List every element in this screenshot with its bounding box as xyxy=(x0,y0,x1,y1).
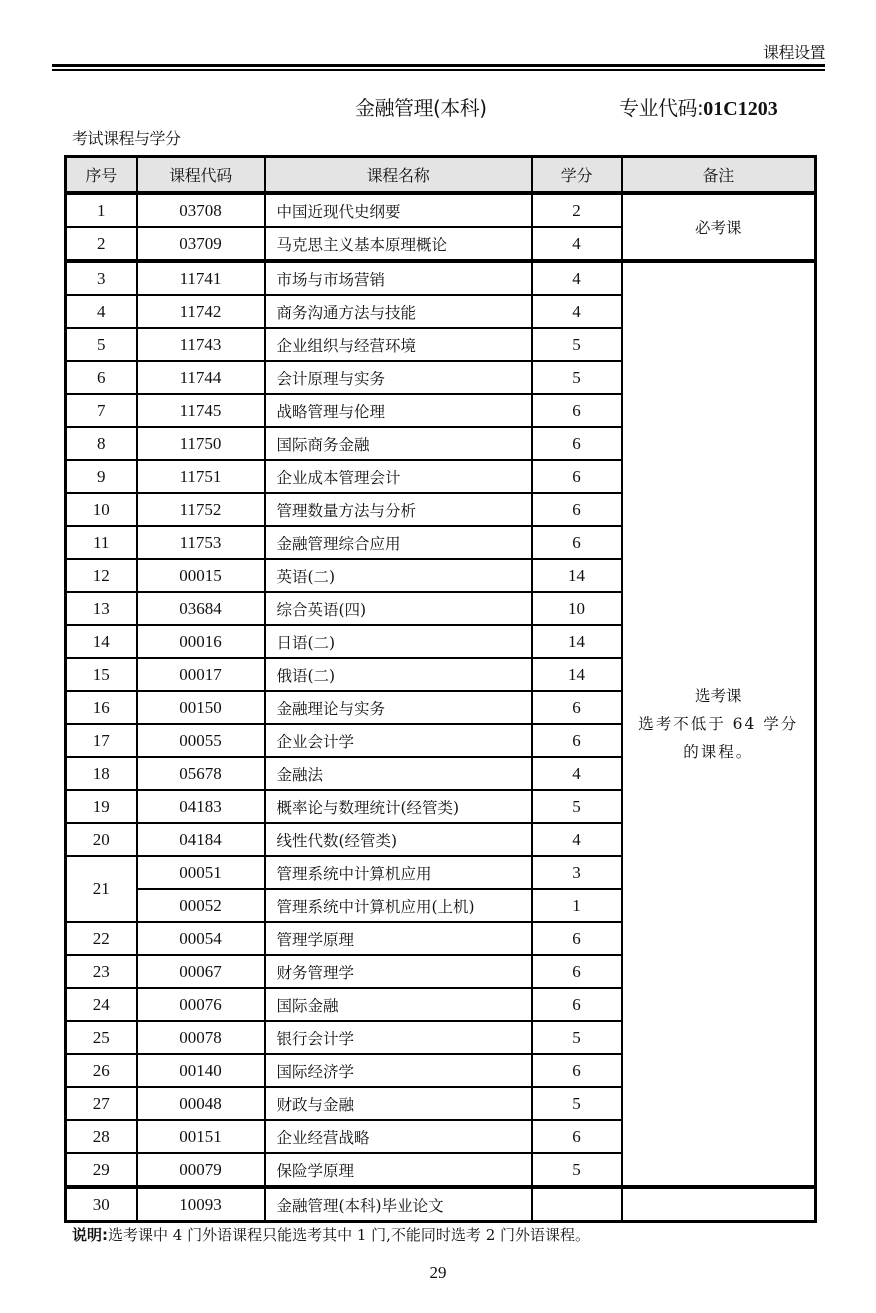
table-row xyxy=(66,261,816,295)
cell-credit xyxy=(532,1187,622,1222)
cell-credit: 14 xyxy=(532,559,622,592)
cell-no: 4 xyxy=(66,295,137,328)
cell-code: 10093 xyxy=(137,1187,265,1222)
header-note: 备注 xyxy=(622,157,816,194)
cell-no: 20 xyxy=(66,823,137,856)
cell-name: 金融管理(本科)毕业论文 xyxy=(265,1187,532,1222)
cell-code: 11742 xyxy=(137,295,265,328)
cell-credit: 6 xyxy=(532,526,622,559)
cell-no: 27 xyxy=(66,1087,137,1120)
header-code: 课程代码 xyxy=(137,157,265,194)
cell-code: 11751 xyxy=(137,460,265,493)
course-table xyxy=(64,155,817,1223)
header-rule-thin xyxy=(52,69,825,71)
cell-code: 00150 xyxy=(137,691,265,724)
cell-name: 管理数量方法与分析 xyxy=(265,493,532,526)
cell-no: 7 xyxy=(66,394,137,427)
cell-no: 30 xyxy=(66,1187,137,1222)
cell-no: 13 xyxy=(66,592,137,625)
cell-name: 战略管理与伦理 xyxy=(265,394,532,427)
cell-code: 11745 xyxy=(137,394,265,427)
cell-name: 企业成本管理会计 xyxy=(265,460,532,493)
cell-credit: 6 xyxy=(532,1120,622,1153)
cell-name: 管理学原理 xyxy=(265,922,532,955)
cell-name: 管理系统中计算机应用 xyxy=(265,856,532,889)
cell-no: 29 xyxy=(66,1153,137,1187)
cell-code: 11750 xyxy=(137,427,265,460)
cell-credit: 6 xyxy=(532,394,622,427)
cell-no: 22 xyxy=(66,922,137,955)
cell-credit: 4 xyxy=(532,757,622,790)
cell-code: 00016 xyxy=(137,625,265,658)
cell-no: 6 xyxy=(66,361,137,394)
cell-credit: 4 xyxy=(532,261,622,295)
cell-name: 综合英语(四) xyxy=(265,592,532,625)
cell-name: 中国近现代史纲要 xyxy=(265,193,532,227)
cell-name: 线性代数(经管类) xyxy=(265,823,532,856)
cell-code: 03708 xyxy=(137,193,265,227)
table-header-row xyxy=(66,157,816,194)
cell-credit: 6 xyxy=(532,460,622,493)
cell-code: 00067 xyxy=(137,955,265,988)
cell-code: 00048 xyxy=(137,1087,265,1120)
cell-credit: 6 xyxy=(532,1054,622,1087)
cell-code: 03709 xyxy=(137,227,265,261)
cell-name: 金融管理综合应用 xyxy=(265,526,532,559)
header-no: 序号 xyxy=(66,157,137,194)
cell-credit: 4 xyxy=(532,227,622,261)
cell-name: 金融法 xyxy=(265,757,532,790)
cell-credit: 5 xyxy=(532,361,622,394)
cell-credit: 6 xyxy=(532,988,622,1021)
cell-no: 24 xyxy=(66,988,137,1021)
cell-credit: 5 xyxy=(532,328,622,361)
cell-code: 04183 xyxy=(137,790,265,823)
cell-no: 2 xyxy=(66,227,137,261)
cell-name: 商务沟通方法与技能 xyxy=(265,295,532,328)
cell-credit: 6 xyxy=(532,493,622,526)
cell-credit: 2 xyxy=(532,193,622,227)
page-number: 29 xyxy=(429,1263,447,1282)
cell-no: 25 xyxy=(66,1021,137,1054)
major-code-label: 专业代码: xyxy=(619,96,704,120)
cell-code: 04184 xyxy=(137,823,265,856)
cell-name: 国际商务金融 xyxy=(265,427,532,460)
cell-code: 11744 xyxy=(137,361,265,394)
cell-credit: 6 xyxy=(532,691,622,724)
cell-credit: 6 xyxy=(532,724,622,757)
cell-credit: 5 xyxy=(532,1087,622,1120)
cell-credit: 5 xyxy=(532,1153,622,1187)
cell-name: 财务管理学 xyxy=(265,955,532,988)
cell-credit: 10 xyxy=(532,592,622,625)
cell-no: 26 xyxy=(66,1054,137,1087)
major-code-line xyxy=(619,92,778,121)
note-elective xyxy=(622,261,816,1187)
cell-no: 12 xyxy=(66,559,137,592)
header-credit: 学分 xyxy=(532,157,622,194)
cell-code: 00052 xyxy=(137,889,265,922)
cell-no: 14 xyxy=(66,625,137,658)
cell-name: 马克思主义基本原理概论 xyxy=(265,227,532,261)
cell-no: 18 xyxy=(66,757,137,790)
cell-name: 市场与市场营销 xyxy=(265,261,532,295)
section-title: 考试课程与学分 xyxy=(72,129,181,148)
cell-credit: 14 xyxy=(532,658,622,691)
footnote-label: 说明: xyxy=(72,1226,108,1244)
cell-no: 28 xyxy=(66,1120,137,1153)
major-code-value: 01C1203 xyxy=(703,98,778,120)
cell-no: 16 xyxy=(66,691,137,724)
cell-code: 11743 xyxy=(137,328,265,361)
cell-code: 00078 xyxy=(137,1021,265,1054)
cell-no: 9 xyxy=(66,460,137,493)
cell-credit: 6 xyxy=(532,427,622,460)
cell-credit: 4 xyxy=(532,295,622,328)
cell-no: 21 xyxy=(66,856,137,922)
cell-code: 11752 xyxy=(137,493,265,526)
footnote-text: 选考课中 4 门外语课程只能选考其中 1 门,不能同时选考 2 门外语课程。 xyxy=(108,1226,591,1244)
cell-credit: 5 xyxy=(532,790,622,823)
cell-code: 00079 xyxy=(137,1153,265,1187)
cell-credit: 14 xyxy=(532,625,622,658)
cell-code: 00054 xyxy=(137,922,265,955)
note-empty xyxy=(622,1187,816,1222)
cell-name: 国际经济学 xyxy=(265,1054,532,1087)
cell-no: 1 xyxy=(66,193,137,227)
cell-name: 管理系统中计算机应用(上机) xyxy=(265,889,532,922)
running-head: 课程设置 xyxy=(762,43,825,62)
cell-name: 保险学原理 xyxy=(265,1153,532,1187)
cell-code: 00055 xyxy=(137,724,265,757)
cell-name: 英语(二) xyxy=(265,559,532,592)
cell-code: 00076 xyxy=(137,988,265,1021)
cell-credit: 1 xyxy=(532,889,622,922)
cell-name: 国际金融 xyxy=(265,988,532,1021)
cell-code: 00151 xyxy=(137,1120,265,1153)
cell-credit: 5 xyxy=(532,1021,622,1054)
cell-credit: 3 xyxy=(532,856,622,889)
table-row xyxy=(66,193,816,227)
cell-no: 3 xyxy=(66,261,137,295)
note-required: 必考课 xyxy=(622,193,816,261)
cell-code: 03684 xyxy=(137,592,265,625)
cell-name: 会计原理与实务 xyxy=(265,361,532,394)
table-row xyxy=(66,1187,816,1222)
cell-no: 11 xyxy=(66,526,137,559)
cell-no: 23 xyxy=(66,955,137,988)
cell-no: 19 xyxy=(66,790,137,823)
cell-code: 11753 xyxy=(137,526,265,559)
cell-no: 15 xyxy=(66,658,137,691)
note-elective-head: 选考课 xyxy=(694,687,742,705)
cell-no: 10 xyxy=(66,493,137,526)
cell-name: 金融理论与实务 xyxy=(265,691,532,724)
cell-no: 8 xyxy=(66,427,137,460)
cell-name: 企业经营战略 xyxy=(265,1120,532,1153)
cell-name: 企业组织与经营环境 xyxy=(265,328,532,361)
cell-no: 17 xyxy=(66,724,137,757)
cell-name: 概率论与数理统计(经管类) xyxy=(265,790,532,823)
page-title: 金融管理(本科) xyxy=(355,96,487,120)
cell-code: 11741 xyxy=(137,261,265,295)
cell-code: 00051 xyxy=(137,856,265,889)
header-name: 课程名称 xyxy=(265,157,532,194)
cell-code: 05678 xyxy=(137,757,265,790)
cell-credit: 4 xyxy=(532,823,622,856)
cell-code: 00017 xyxy=(137,658,265,691)
cell-code: 00140 xyxy=(137,1054,265,1087)
cell-name: 银行会计学 xyxy=(265,1021,532,1054)
cell-code: 00015 xyxy=(137,559,265,592)
cell-name: 财政与金融 xyxy=(265,1087,532,1120)
cell-no: 5 xyxy=(66,328,137,361)
footnote xyxy=(72,1224,590,1245)
cell-name: 俄语(二) xyxy=(265,658,532,691)
cell-credit: 6 xyxy=(532,922,622,955)
cell-name: 企业会计学 xyxy=(265,724,532,757)
cell-name: 日语(二) xyxy=(265,625,532,658)
header-rule-thick xyxy=(52,64,825,67)
note-elective-body: 选考不低于 64 学分的课程。 xyxy=(638,715,799,761)
cell-credit: 6 xyxy=(532,955,622,988)
